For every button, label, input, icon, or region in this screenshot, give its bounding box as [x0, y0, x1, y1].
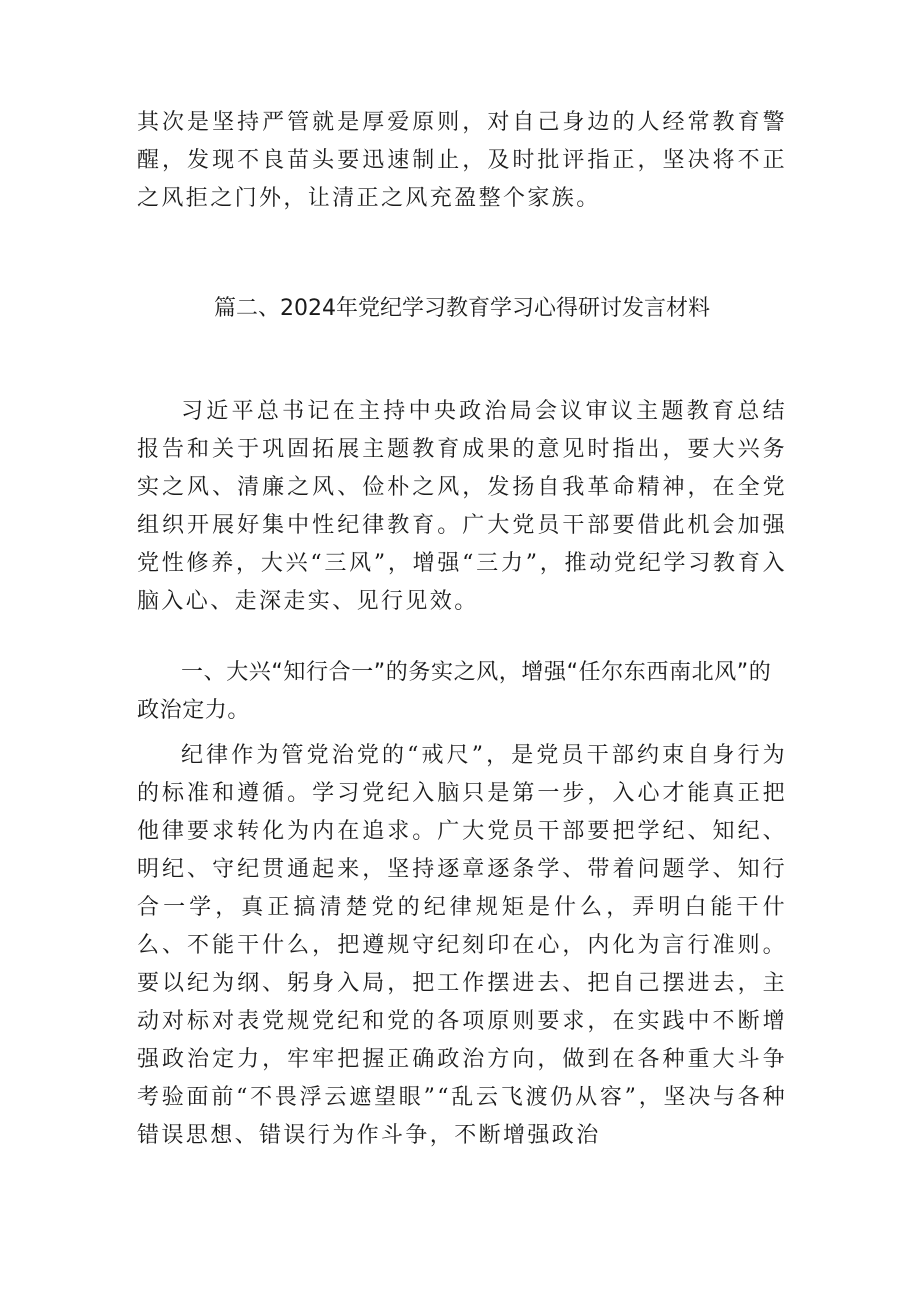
opening-paragraph: 习近平总书记在主持中央政治局会议审议主题教育总结报告和关于巩固拓展主题教育成果的意见时指出，要大兴务实之风、清廉之风、俭朴之风，发扬自我革命精神，在全党组织开展好集中性纪律教育。广大党员干部要借此机会加强党性修养，大兴“三风”，增强“三力”，推动党纪学习教育入脑入心、走深走实、见行见效。	[137, 399, 787, 614]
section-title: 篇二、2024年党纪学习教育学习心得研讨发言材料	[214, 296, 710, 321]
discipline-paragraph: 纪律作为管党治党的“戒尺”，是党员干部约束自身行为的标准和遵循。学习党纪入脑只是第一步，入心才能真正把他律要求转化为内在追求。广大党员干部要把学纪、知纪、明纪、守纪贯通起来，坚持逐章逐条学、带着问题学、知行合一学，真正搞清楚党的纪律规矩是什么，弄明白能干什么、不能干什么，把遵规守纪刻印在心，内化为言行准则。要以纪为纲、躬身入局，把工作摆进去、把自己摆进去，主动对标对表党规党纪和党的各项原则要求，在实践中不断增强政治定力，牢牢把握正确政治方向，做到在各种重大斗争考验面前“不畏浮云遮望眼”“乱云飞渡仍从容”，坚决与各种错误思想、错误行为作斗争，不断增强政治	[137, 743, 787, 1148]
intro-tail-paragraph: 其次是坚持严管就是厚爱原则，对自己身边的人经常教育警醒，发现不良苗头要迅速制止，及时批评指正，坚决将不正之风拒之门外，让清正之风充盈整个家族。	[137, 110, 787, 211]
subheading-1: 一、大兴“知行合一”的务实之风，增强“任尔东西南北风”的政治定力。	[137, 660, 772, 723]
